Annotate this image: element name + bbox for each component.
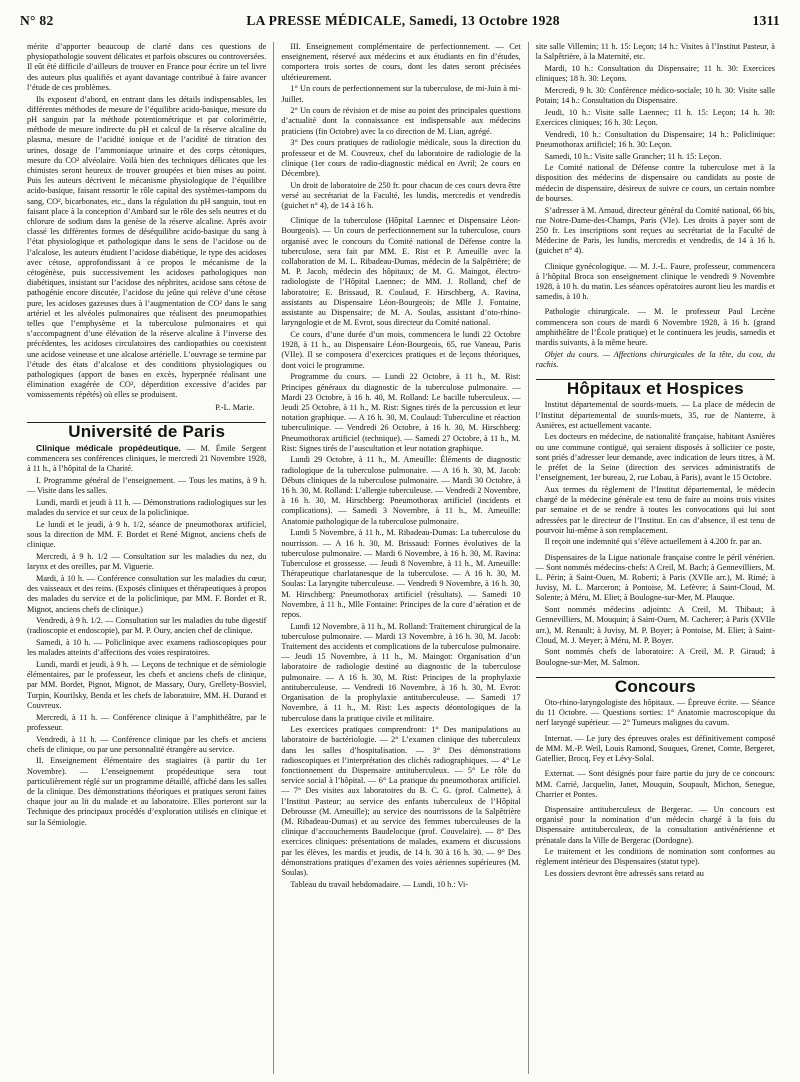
paragraph: Tableau du travail hebdomadaire. — Lundi, 10 h.: Vi- — [290, 879, 469, 889]
publication-title: LA PRESSE MÉDICALE, Samedi, 13 Octobre 1928 — [246, 13, 560, 28]
paragraph-tuberculose: Clinique de la tuberculose (Hôpital Laennec et Dispensaire Léon-Bourgeois). — Un cours de perfectionnement sur la tuberculose, cours organisé avec le concours du Comité national de Défense contre la tuberculose, sera fait par MM. E. Rist et P. Ameuille avec la collaboration de M. L. Ribadeau-Dumas, médecin de la Salpêtrière; de M. P. Jacob, médecin des hôpitaux; de M. G. Maingot, électro-radiologiste de l’Hôpital Laennec; de MM. J. Rolland, chef de laboratoire; E. Brissaud, R. Coulaud, F. Hirschberg, A. Ravina, assistants au Dispensaire Léon-Bourgeois; de Mlle J. Fontaine, assistante au Dispensaire; de M. A. Soulas, assistant d’oto-rhino-laryngologie et de M. Evrot, sous directeur du Comité national. — [281, 216, 521, 328]
paragraph: Institut départemental de sourds-muets. — La place de médecin de l’Institut départemental de sourds-muets, 35, rue de Nanterre, à Asnières, est actuellement vacante. — [535, 400, 775, 430]
section-title-hopitaux: Hôpitaux et Hospices — [566, 379, 744, 399]
paragraph: 2° Un cours de révision et de mise au point des principales questions d’actualité dont la connaissance est indispensable aux médecins praticiens (fin Octobre) avec la co direction de M. Lian, agrégé. — [281, 106, 521, 136]
paragraph: Sont nommés chefs de laboratoire: A Creil, M. P. Giraud; à Boulogne-sur-Mer, M. Salmon. — [535, 647, 775, 667]
list-item: Le lundi et le jeudi, à 9 h. 1/2, séance de pneumothorax artificiel, sous la direction de MM. F. Bordet et René Mignot, anciens chefs de clinique. — [27, 519, 267, 550]
paragraph: Samedi, 10 h.: Visite salle Grancher; 11 h. 15: Leçon. — [544, 151, 722, 161]
clinique-heading: Clinique médicale propédeutique. — [36, 443, 181, 454]
paragraph: Les dossiers devront être adressés sans retard au — [544, 869, 704, 879]
text-columns — [20, 42, 782, 1074]
list-item: Mercredi, à 9 h. 1/2 — Consultation sur les maladies du nez, du larynx et des oreilles, par M. Viguerie. — [27, 552, 267, 572]
paragraph: Lundi 5 Novembre, à 11 h., M. Ribadeau-Dumas: La tuberculose du nourrisson. — A 16 h. 30, M. Brissaud: Formes évolutives de la tuberculose pulmonaire. — Mardi 6 Novembre, à 16 h. 30, M. Ravina: Tuberculose et grossesse. — Jeudi 8 Novembre, à 11 h., M. Ameuille: Thérapeutique charlatanesque de la tuberculose. — A 16 h. 30, M. Soulas: La laryngite tuberculeuse. — Vendredi 9 Novembre, à 16 h. 30, M. Hirschberg: Pneumothorax artificiel (résultats). — Samedi 10 Novembre, à 11 h., Mlle Fontaine: Principes de la cure d’aération et de repos. — [281, 528, 521, 619]
paragraph: Le Comité national de Défense contre la tuberculose met à la disposition des médecins de dispensaire ou candidats au poste de médecin de dispensaire, désireux de suivre ce cours, un certain nombre de bourses. — [535, 163, 775, 203]
page-number: 1311 — [752, 13, 780, 28]
paragraph: Il reçoit une indemnité qui s’élève actuellement à 4.200 fr. par an. — [544, 537, 762, 547]
paragraph: Les docteurs en médecine, de nationalité française, habitant Asnières ou une commune contiguë, qui seraient disposés à solliciter ce poste, sont priés d’adresser leur demande, avec indication de leurs titres, à M. le préfet de la Seine (direction des services administratifs de l’enseignement, 1er bureau, 2, rue Lobau, à Paris), avant le 15 Octobre. — [535, 432, 775, 483]
paragraph: Programme du cours. — Lundi 22 Octobre, à 11 h., M. Rist: Principes généraux du diagnostic de la tuberculose pulmonaire. — Mardi 23 Octobre, à 16 h. 40, M. Rolland: Le bacille tuberculeux. — Jeudi 25 Octobre, à 11 h., M. Rist: Signes tirés de la percussion et leur notation graphique. — A 16 h. 30, M. Coulaud: Tuberculine et réaction tuberculinique. — Vendredi 26 Octobre, à 16 h. 30, M. Hirschberg: Pneumothorax artificiel (technique). — Samedi 27 Octobre, à 11 h., M. Rist: Signes tirés de l’auscultation et leur notation graphique. — [281, 372, 521, 453]
paragraph: Les exercices pratiques comprendront: 1° Des manipulations au laboratoire de bactériologie. — 2° L’examen clinique des tuberculeux dans les salles d’hospitalisation. — 3° Des démonstrations radioscopiques et l’interprétation des clichés radiographiques. — 4° Le fonctionnement du Dispensaire antituberculeux. — 5° Le rôle du service social à l’hôpital. — 6° La pratique du pneumothorax artificiel. — 7° Des visites aux laboratoires du B. C. G. (prof. Calmette), à l’Institut Pasteur; au service des enfants tuberculeux de l’Hôpital Debrousse (M. Ameuille); au service des nourrissons de la Salpêtrière (M. Ribadeau-Dumas) et au service des femmes tuberculeuses de la clinique d’accouchements Baudelocque (prof. Couvelaire). — 8° Des exercices cliniques: présentations de malades, examens et discussions par les élèves, les mardis et jeudis, de 14 h. 30 à 16 h. 30. — 9° Des démonstrations pratiques d’examen des voies aériennes supérieures (M. Soulas). — [281, 725, 521, 878]
paragraph-gynecologique: Clinique gynécologique. — M. J.-L. Faure, professeur, commencera à l’hôpital Broca son enseignement clinique le vendredi 9 Novembre 1928, à 10 h. du matin. Les séances opératoires auront lieu les mardis et samedis, à 10 h. — [535, 261, 775, 302]
list-item: I. Programme général de l’enseignement. — Tous les matins, à 9 h. — Visite dans les salles. — [27, 476, 267, 496]
paragraph: 3° Des cours pratiques de radiologie médicale, sous la direction du professeur et de M. Couvreux, chef du laboratoire de radiologie de la clinique (1er cours de radio-diagnostic médical en Avril; 2e cours en Décembre). — [281, 138, 521, 178]
list-item: Mardi, à 10 h. — Conférence consultation sur les maladies du cœur, des vaisseaux et des reins. (Exposés cliniques et thérapeutiques à propos des malades du service et de la policlinique, par MM. F. Bordet et R. Mignot, anciens chefs de clinique.) — [27, 573, 267, 614]
paragraph: Le traitement et les conditions de nomination sont conformes au règlement intérieur des Dispensaires (statut type). — [535, 847, 775, 867]
list-item: Mercredi, à 11 h. — Conférence clinique à l’amphithéâtre, par le professeur. — [27, 712, 267, 732]
paragraph: Objet du cours. — Affections chirurgicales de la tête, du cou, du rachis. — [535, 349, 775, 369]
paragraph: Oto-rhino-laryngologiste des hôpitaux. — Épreuve écrite. — Séance du 11 Octobre. — Questions sorties: 1° Anatomie macroscopique du nerf laryngé supérieur. — 2° Tumeurs malignes du cavum. — [535, 698, 775, 728]
list-item: Samedi, à 10 h. — Policlinique avec examens radioscopiques pour les malades atteints d’affections des voies respiratoires. — [27, 638, 267, 658]
list-item: Vendredi, à 11 h. — Conférence clinique par les chefs et anciens chefs de clinique, ou par une personnalité étrangère au service. — [27, 734, 267, 754]
clinique-text: — M. Émile Sergent commencera ses conférences cliniques, le mercredi 21 Novembre 1928, à 11 h., à l’hôpital de la Charité. — [27, 444, 267, 474]
column-3 — [528, 42, 782, 1074]
paragraph: Lundi 12 Novembre, à 11 h., M. Rolland: Traitement chirurgical de la tuberculose pulmonaire. — Mardi 13 Novembre, à 16 h. 30, M. Jacob: Traitement des accidents et complications de la tuberculose pulmonaire. — Jeudi 15 Novembre, à 11 h., M. Maingot: Organisation d’un laboratoire de radiologie destiné au diagnostic de la tuberculose pulmonaire. — A 16 h. 30, M. Rist: Principes de la prophylaxie antituberculeuse. — Vendredi 16 Novembre, à 16 h. 30, M. Evrot: Organisation de la prophylaxie antituberculeuse. — Samedi 17 Novembre, à 11 h., M. Rist: Les aspects déontologiques de la tuberculose dans la pratique civile et militaire. — [281, 621, 521, 723]
paragraph: S’adresser à M. Arnaud, directeur général du Comité national, 66 bis, rue Notre-Dame-des-Champs, Paris (VIe). Les droits à payer sont de 250 fr. Les inscriptions sont reçues au secrétariat de la Faculté de Médecine de Paris, les lundis, mercredis et vendredis, de 14 à 16 h. (guichet n° 4). — [535, 205, 775, 256]
paragraph: Ce cours, d’une durée d’un mois, commencera le lundi 22 Octobre 1928, à 11 h., au Dispensaire Léon-Bourgeois, 65, rue Vaneau, Paris (VIIe). Il se composera d’exercices pratiques et de leçons théoriques, dont voici le programme. — [281, 329, 521, 370]
list-item: Lundi, mardi et jeudi, à 9 h. — Leçons de technique et de sémiologie élémentaires, par le professeur, les chefs et anciens chefs de clinique, par MM. Bordet, Pignot, Mignot, de Massary, Oury, Grellety-Bosviel, Turpin, Kourilsky, Benda et les chefs de laboratoire, MM. H. Durand et Couvreux. — [27, 660, 267, 710]
paragraph: Vendredi, 10 h.: Consultation du Dispensaire; 14 h.: Policlinique: Pneumothorax artificiel; 16 h. 30: Leçon. — [535, 129, 775, 149]
review-paragraph: Ils exposent d’abord, en entrant dans les détails indispensables, les différentes méthodes de mesure de l’équilibre acido-basique, mesure du pH sanguin par la méthode potentiométrique et par colorimétrie, méthode de mesure indirecte du pH et calcul de la réserve alcaline du plasma, mesure de l’acidité ionique et de l’acidité de titration des urines, dosage de l’ammoniaque urinaire et des corps cétoniques, mesure du CO² alvéolaire. Voilà bien des techniques délicates que les chimistes seront heureux de trouver groupées et bien mises au point. Puis les auteurs décrivent le mécanisme physiologique de l’équilibre acido-basique, faisant ressortir le rôle capital des systèmes-tampons du sang, CO², bicarbonates, etc., dans la régulation du pH sanguin, tout en faisant place à la conception d’Ambard sur le rôle des sels neutres et du chlorure de sodium dans la genèse de la réserve alcaline. Après avoir classé les différentes formes de déséquilibre acido-basique du sang à l’état physiologique et pathologique dans le sens de l’acidose ou de l’alcalose, les auteurs étudient l’acidose diabétique, le type des acidoses avec cétose, approfondissant à ce propos le mécanisme de la cétogénèse, puis successivement les acidoses pathologiques non diabétiques, insistant sur l’acidose des néphrites, acidose sans cétose de pathogénie encore discutée, l’acidose du jeûne qui relève d’une cétose pure, les acidoses gazeuses dues à l’augmentation de CO² dans le sang artériel et les alvéoles pulmonaires que réalisent des pneumopathies telles que l’emphysème et la tuberculose pulmonaires et qui s’accompagnent d’une élévation de la réserve alcaline à l’inverse des précédentes, les acidoses circulatoires des cardiopathies ou coexistent une acidose veineuse et une alcalose artérielle. L’ouvrage se termine par l’étude des états d’alcalose et des conditions physiologiques ou pathologiques (apport de bases en excès, hyperpnée réalisant une élimination exagérée de CO², déperdition excessive d’acides par vomissements répétés) où elles se produisent. — [27, 94, 267, 400]
review-paragraph: mérite d’apporter beaucoup de clarté dans ces questions de physiopathologie souvent délicates et parfois obscures ou controversées. Il eût été difficile d’ailleurs de trouver en France pour écrire un tel livre des auteurs plus qualifiés et ayant davantage contribué à faire avancer l’étude de ces problèmes. — [27, 42, 267, 92]
paragraph: Mercredi, 9 h. 30: Conférence médico-sociale; 10 h. 30: Visite salle Potain; 14 h.: Consultation du Dispensaire. — [535, 85, 775, 106]
section-title-universite: Université de Paris — [68, 421, 226, 441]
paragraph: Sont nommés médecins adjoints: A Creil, M. Thibaut; à Gennevilliers, M. Mouquin; à Saint-Ouen, M. Cacherer; à Paris (XVIIe arr.), M. Renault; à Juvisy, M. P. Boyer; à Pontoise, M. Eliet; à Saint-Cloud, M. J. Meyer; à Méru, M. P. Boyer. — [535, 605, 775, 645]
page-header — [20, 8, 780, 34]
paragraph: Internat. — Le jury des épreuves orales est définitivement composé de MM. M.-P. Weil, Louis Ramond, Souques, Grenet, Comte, Bergeret, Gatellier, Brocq, Fey et Lévy-Solal. — [535, 733, 775, 764]
paragraph: Lundi 29 Octobre, à 11 h., M. Ameuille: Éléments de diagnostic radiologique de la tuberculose pulmonaire. — A 16 h. 30, M. Jacob: Débuts cliniques de la tuberculose pulmonaire. — Mardi 30 Octobre, à 16 h. 30, M. Rolland: L’allergie tuberculeuse. — Vendredi 2 Novembre, à 16 h. 30, M. Hirschberg: Pneumothorax artificiel (incidents et complications). — Samedi 3 Novembre, à 11 h., M. Ameuille: Anatomie pathologique de la tuberculose pulmonaire. — [281, 455, 521, 526]
list-item: Lundi, mardi et jeudi à 11 h. — Démonstrations radiologiques sur les malades du service et sur ceux de la policlinique. — [27, 498, 267, 518]
column-1 — [20, 42, 273, 1074]
list-item: II. Enseignement élémentaire des stagiaires (à partir du 1er Novembre). — L’enseignement propédeutique sera tout particulièrement réglé sur un programme détaillé, affiché dans les salles de la clinique. Des démonstrations théoriques et pratiques seront faites chaque jour au lit du malade et au laboratoire. Elles porteront sur la Technique des principaux procédés d’exploration utilisés en clinique et sur la Sémiologie. — [27, 756, 267, 827]
section-title-concours: Concours — [614, 676, 696, 696]
paragraph: 1° Un cours de perfectionnement sur la tuberculose, de mi-Juin à mi-Juillet. — [281, 84, 521, 104]
list-item: Vendredi, à 9 h. 1/2. — Consultation sur les maladies du tube digestif (radioscopie et endoscopie), par M. P. Oury, ancien chef de clinique. — [27, 616, 267, 636]
paragraph: Un droit de laboratoire de 250 fr. pour chacun de ces cours devra être versé au secrétariat de la Faculté, les lundis, mercredis et vendredis (guichet n° 4), de 14 à 16 h. — [281, 180, 521, 211]
review-signature: P.-L. Marie. — [215, 402, 255, 412]
paragraph: III. Enseignement complémentaire de perfectionnement. — Cet enseignement, réservé aux médecins et aux étudiants en fin d’études, comportera trois sortes de cours, dont les dates seront précisées ultérieurement. — [281, 42, 521, 82]
paragraph: Externat. — Sont désignés pour faire partie du jury de ce concours: MM. Carrié, Jacquelin, Janet, Mouquin, Soupault, Michon, Senegue, Charrier et Pontes. — [535, 769, 775, 799]
paragraph: Dispensaire antituberculeux de Bergerac. — Un concours est organisé pour la nomination d’un médecin chargé à la fois du Dispensaire antituberculeux, de la consultation antivénérienne et prénatale dans la Ville de Bergerac (Dordogne). — [535, 804, 775, 845]
paragraph: Mardi, 10 h.: Consultation du Dispensaire; 11 h. 30: Exercices cliniques; 18 h. 30: Leçons. — [535, 63, 775, 84]
paragraph: Jeudi, 10 h.: Visite salle Laennec; 11 h. 15: Leçon; 14 h. 30: Exercices cliniques; 16 h. 30: Leçon. — [535, 107, 775, 127]
paragraph: site salle Villemin; 11 h. 15: Leçon; 14 h.: Visites à l’Institut Pasteur, à la Salpêtrière, à la Maternité, etc. — [535, 42, 775, 62]
issue-number: N° 82 — [20, 13, 54, 28]
paragraph-chirurgicale: Pathologie chirurgicale. — M. le professeur Paul Lecène commencera son cours de mardi 6 Novembre 1928, à 16 h. (grand amphithéâtre de l’École pratique) et le continuera les jeudis, samedis et mardis suivants, à la même heure. — [535, 307, 775, 347]
paragraph: Dispensaires de la Ligue nationale française contre le péril vénérien. — Sont nommés médecins-chefs: A Creil, M. Bach; à Gennevilliers, M. L. Périn; à Saint-Ouen, M. Roberti; à Paris (XVIIe arr.), M. Rimé; à Juvisy, M. L. Marceron; à Pontoise, M. Lefèvre; à Saint-Cloud, M. Solente; à Méru, M. Eliet; à Boulogne-sur-Mer, M. Plauque. — [535, 552, 775, 603]
paragraph: Aux termes du règlement de l’Institut départemental, le médecin chargé de la médecine générale est tenu de faire au moins trois visites par semaine et de se rendre à toutes les convocations qui lui sont adressées par le directeur de l’Institut. En cas d’absence, il est tenu de pourvoir lui-même à son remplacement. — [535, 484, 775, 535]
column-2 — [273, 42, 527, 1074]
